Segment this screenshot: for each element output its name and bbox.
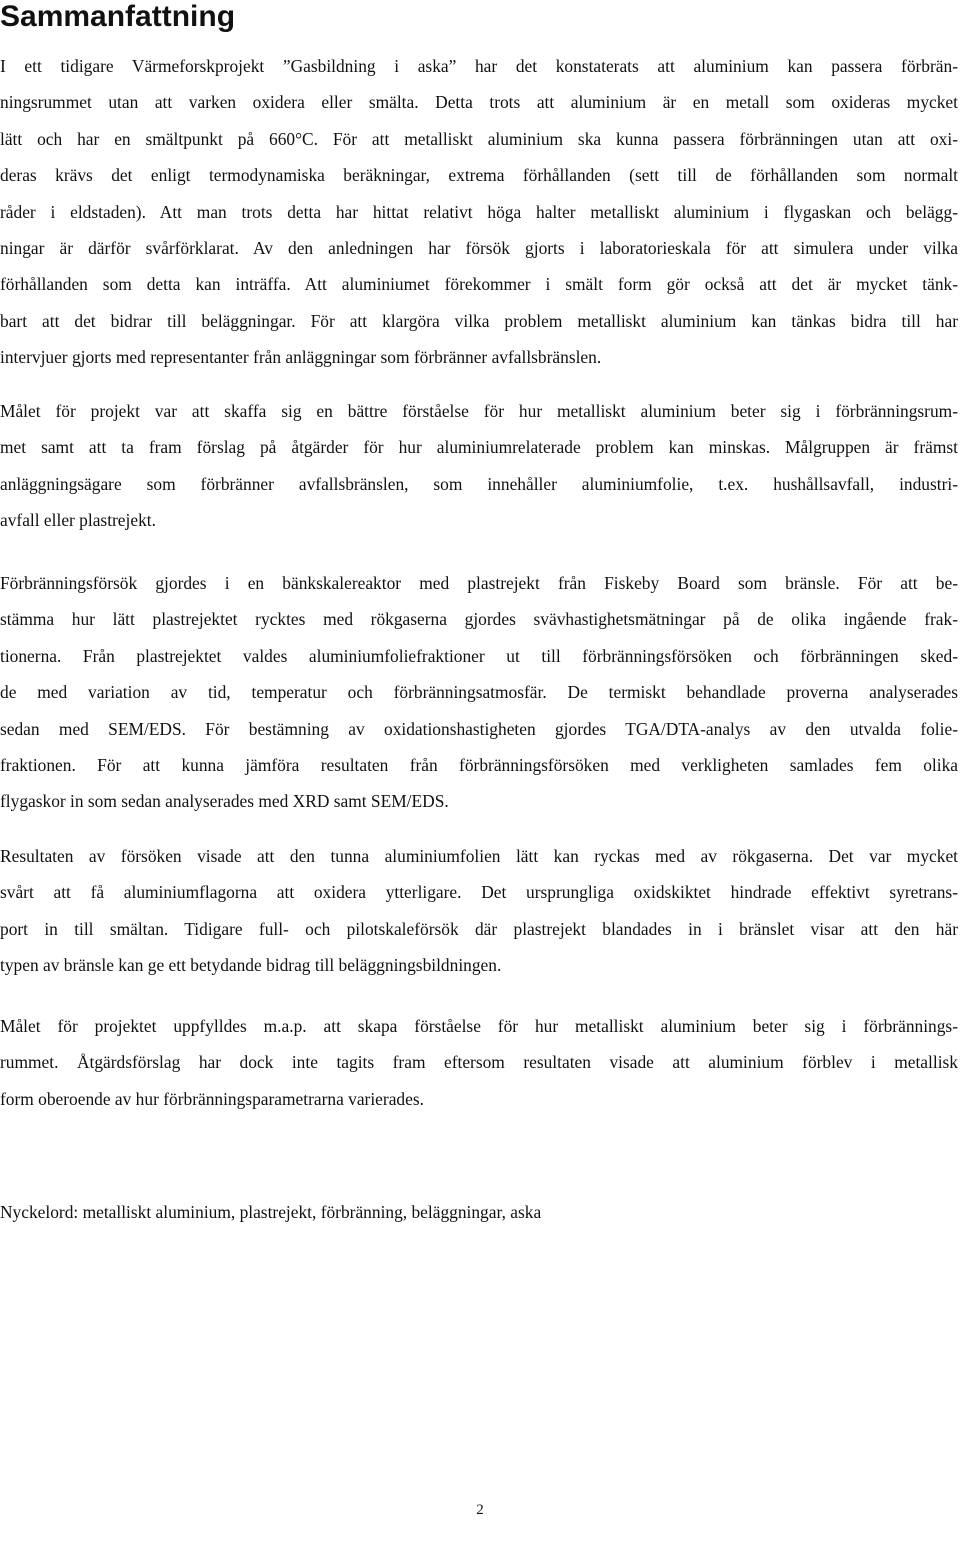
section-heading: Sammanfattning <box>0 0 236 33</box>
text-line: deras krävs det enligt termodynamiska beräkningar, extrema förhållanden (sett till de förhållanden som normalt <box>0 165 958 186</box>
text-line: Målet för projektet uppfylldes m.a.p. att skapa förståelse för hur metalliskt aluminium beter sig i förbrännings- <box>0 1016 958 1036</box>
text-line: lätt och har en smältpunkt på 660°C. För att metalliskt aluminium ska kunna passera förbränningen utan att oxi- <box>0 128 958 149</box>
text-line: intervjuer gjorts med representanter från anläggningar som förbränner avfallsbränslen. <box>0 347 602 368</box>
text-line: ningar är därför svårförklarat. Av den anledningen har försök gjorts i laboratorieskala för att simulera under vilka <box>0 237 958 258</box>
paragraph-2 <box>0 393 958 539</box>
text-line: rummet. Åtgärdsförslag har dock inte tagits fram eftersom resultaten visade att aluminium förblev i metallisk <box>0 1052 958 1073</box>
text-line: Förbränningsförsök gjordes i en bänkskalereaktor med plastrejekt från Fiskeby Board som bränsle. För att be- <box>0 573 958 593</box>
text-line: form oberoende av hur förbränningsparametrarna varierades. <box>0 1088 424 1109</box>
text-line: svårt att få aluminiumflagorna att oxidera ytterligare. Det ursprungliga oxidskiktet hindrade effektivt syretrans- <box>0 882 958 903</box>
paragraph-4 <box>0 838 958 984</box>
text-line: stämma hur lätt plastrejektet rycktes med rökgaserna gjordes svävhastighetsmätningar på de olika ingående frak- <box>0 609 958 630</box>
text-line: port in till smältan. Tidigare full- och pilotskaleförsök där plastrejekt blandades in i bränslet visar att den här <box>0 918 958 939</box>
text-line: de med variation av tid, temperatur och förbränningsatmosfär. De termiskt behandlade proverna analyserades <box>0 682 958 703</box>
text-line: Målet för projekt var att skaffa sig en bättre förståelse för hur metalliskt aluminium beter sig i förbränningsrum- <box>0 401 958 421</box>
text-line: flygaskor in som sedan analyserades med XRD samt SEM/EDS. <box>0 791 449 812</box>
text-line: fraktionen. För att kunna jämföra resultaten från förbränningsförsöken med verkligheten samlades fem olika <box>0 754 958 775</box>
keywords-line: Nyckelord: metalliskt aluminium, plastrejekt, förbränning, beläggningar, aska <box>0 1202 542 1222</box>
text-line: I ett tidigare Värmeforskprojekt ”Gasbildning i aska” har det konstaterats att aluminium kan passera förbrän- <box>0 56 958 76</box>
text-line: råder i eldstaden). Att man trots detta har hittat relativt höga halter metalliskt aluminium i flygaskan och belägg- <box>0 201 958 222</box>
text-line: typen av bränsle kan ge ett betydande bidrag till beläggningsbildningen. <box>0 955 502 976</box>
text-line: anläggningsägare som förbränner avfallsbränslen, som innehåller aluminiumfolie, t.ex. hushållsavfall, industri- <box>0 473 958 494</box>
text-line: avfall eller plastrejekt. <box>0 510 156 531</box>
paragraph-3 <box>0 565 958 820</box>
page-number: 2 <box>476 1502 484 1518</box>
text-line: bart att det bidrar till beläggningar. För att klargöra vilka problem metalliskt aluminium kan tänkas bidra till har <box>0 310 958 331</box>
text-line: sedan med SEM/EDS. För bestämning av oxidationshastigheten gjordes TGA/DTA-analys av den utvalda folie- <box>0 718 958 739</box>
text-line: ningsrummet utan att varken oxidera eller smälta. Detta trots att aluminium är en metall som oxideras mycket <box>0 92 958 113</box>
paragraph-5 <box>0 1008 958 1117</box>
text-line: Resultaten av försöken visade att den tunna aluminiumfolien lätt kan ryckas med av rökgaserna. Det var mycket <box>0 846 958 866</box>
text-line: förhållanden som detta kan inträffa. Att aluminiumet förekommer i smält form gör också att det är mycket tänk- <box>0 274 958 295</box>
text-line: tionerna. Från plastrejektet valdes aluminiumfoliefraktioner ut till förbränningsförsöken och förbränningen sked- <box>0 645 958 666</box>
text-line: met samt att ta fram förslag på åtgärder för hur aluminiumrelaterade problem kan minskas. Målgruppen är främst <box>0 437 958 458</box>
paragraph-1 <box>0 48 958 376</box>
